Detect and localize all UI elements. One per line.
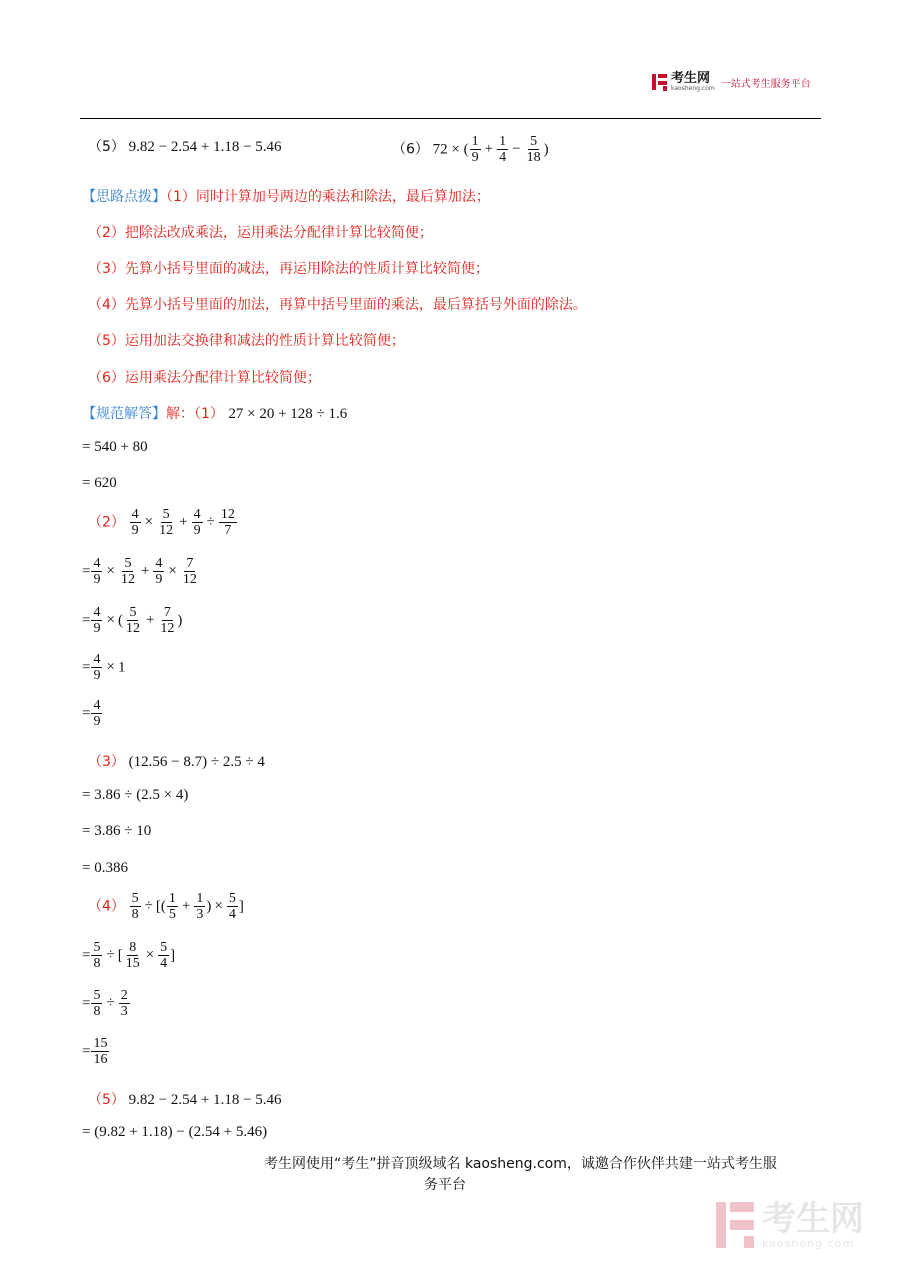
- solution-5-step-1: = (9.82 + 1.18) − (2.54 + 5.46): [82, 1124, 268, 1140]
- solution-1-step-2: = 620: [82, 475, 117, 491]
- footer-text: [264, 1154, 834, 1196]
- solution-3-step-1: = 3.86 ÷ (2.5 × 4): [82, 787, 189, 803]
- watermark: [716, 1200, 864, 1250]
- solution-2: （2） $\frac{4}{9}$ × $\frac{5}{12}$ + $\frac{4}{9}$ ÷ $\frac{12}{7}$: [88, 507, 235, 539]
- solution-1-step-1: = 540 + 80: [82, 439, 148, 455]
- hint-6: （6）运用乘法分配律计算比较简便；: [88, 370, 321, 386]
- logo-slogan: 一站式考生服务平台: [720, 78, 811, 90]
- solution-2-step-4: = $\frac{4}{9}$: [82, 698, 101, 730]
- solution-1: 【规范解答】解：（1） 27 × 20 + 128 ÷ 1.6: [82, 406, 348, 422]
- solution-2-step-3: = $\frac{4}{9}$ × 1: [82, 652, 126, 684]
- hint-3: （3）先算小括号里面的减法，再运用除法的性质计算比较简便；: [88, 261, 489, 277]
- kaosheng-logo-icon: [652, 72, 668, 92]
- footer-line-1: 考生网使用“考生”拼音顶级域名 kaosheng.com，诚邀合作伙伴共建一站式考生服: [264, 1156, 777, 1172]
- solution-4-step-3: = $\frac{15}{16}$: [82, 1036, 108, 1068]
- watermark-name: 考生网: [762, 1198, 864, 1239]
- header-divider: [80, 118, 821, 119]
- solution-5: （5） 9.82 − 2.54 + 1.18 − 5.46: [88, 1092, 282, 1108]
- solution-2-step-2: = $\frac{4}{9}$ × ( $\frac{5}{12}$ + $\frac{7}{12}$ ): [82, 605, 183, 637]
- solution-4: （4） $\frac{5}{8}$ ÷ [( $\frac{1}{5}$ + $\frac{1}{3}$ ) × $\frac{5}{4}$ ]: [88, 891, 244, 923]
- footer-line-2: 务平台: [424, 1177, 466, 1193]
- solution-4-step-1: = $\frac{5}{8}$ ÷ [ $\frac{8}{15}$ × $\frac{5}{4}$ ]: [82, 940, 176, 972]
- header-logo: [652, 70, 811, 94]
- watermark-logo-icon: [716, 1200, 756, 1250]
- problem-6: （6） 72 × ( $\frac{1}{9}$ + $\frac{1}{4}$ − $\frac{5}{18}$ ): [392, 134, 549, 166]
- logo-domain: kaosheng.com: [671, 85, 715, 92]
- problem-5: （5） 9.82 − 2.54 + 1.18 − 5.46: [88, 139, 282, 155]
- hint-2: （2）把除法改成乘法，运用乘法分配律计算比较简便；: [88, 225, 433, 241]
- logo-name: 考生网: [671, 71, 711, 86]
- solution-3: （3） (12.56 − 8.7) ÷ 2.5 ÷ 4: [88, 754, 265, 770]
- solution-3-step-3: = 0.386: [82, 860, 128, 876]
- hint-1: 【思路点拨】（1）同时计算加号两边的乘法和除法，最后算加法；: [82, 189, 490, 205]
- hint-4: （4）先算小括号里面的加法，再算中括号里面的乘法，最后算括号外面的除法。: [88, 297, 587, 313]
- solution-3-step-2: = 3.86 ÷ 10: [82, 823, 152, 839]
- solution-4-step-2: = $\frac{5}{8}$ ÷ $\frac{2}{3}$: [82, 988, 128, 1020]
- hint-5: （5）运用加法交换律和减法的性质计算比较简便；: [88, 333, 405, 349]
- watermark-domain: kaosheng.com: [762, 1236, 855, 1250]
- solution-2-step-1: = $\frac{4}{9}$ × $\frac{5}{12}$ + $\frac{4}{9}$ × $\frac{7}{12}$: [82, 556, 197, 588]
